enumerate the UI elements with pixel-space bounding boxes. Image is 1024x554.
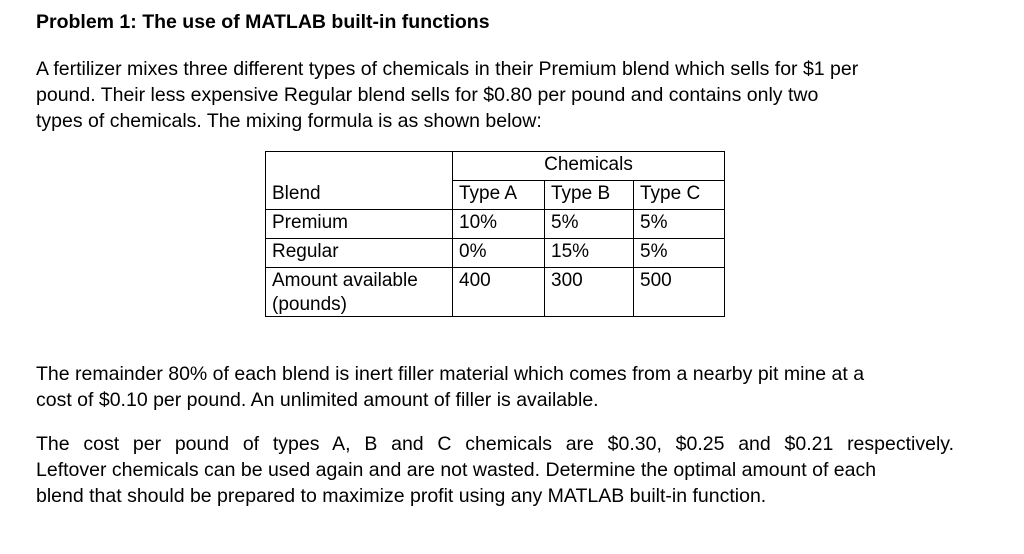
table-cell: 5% [634, 210, 725, 239]
filler-line: cost of $0.10 per pound. An unlimited amount of filler is available. [36, 389, 599, 411]
row-label-line: (pounds) [272, 294, 347, 315]
row-label-amount-available [266, 268, 453, 317]
mixing-formula-table [265, 151, 725, 317]
task-line: The cost per pound of types A, B and C chemicals are $0.30, $0.25 and $0.21 respectively. [36, 433, 954, 455]
table-cell: 400 [453, 268, 545, 317]
blend-header: Blend [266, 181, 453, 210]
row-label-regular: Regular [266, 239, 453, 268]
table-cell: 5% [634, 239, 725, 268]
row-label-line: Amount available [272, 270, 418, 291]
task-paragraph [36, 431, 954, 509]
table-cell: 500 [634, 268, 725, 317]
table-row [266, 181, 725, 210]
intro-line: types of chemicals. The mixing formula is as shown below: [36, 110, 542, 132]
table-cell: 5% [545, 210, 634, 239]
table-cell: 300 [545, 268, 634, 317]
intro-paragraph [36, 56, 858, 134]
filler-paragraph [36, 361, 864, 413]
task-line: blend that should be prepared to maximize profit using any MATLAB built-in function. [36, 485, 767, 507]
filler-line: The remainder 80% of each blend is inert filler material which comes from a nearby pit mine at a [36, 363, 865, 385]
task-line: Leftover chemicals can be used again and are not wasted. Determine the optimal amount of each [36, 459, 877, 481]
table-row [266, 239, 725, 268]
chemicals-group-header: Chemicals [453, 152, 725, 181]
problem-title: Problem 1: The use of MATLAB built-in functions [36, 11, 490, 33]
row-label-premium: Premium [266, 210, 453, 239]
table-cell: 10% [453, 210, 545, 239]
table-row [266, 152, 725, 181]
table-corner-cell [266, 152, 453, 181]
intro-line: pound. Their less expensive Regular blend sells for $0.80 per pound and contains only two [36, 84, 819, 106]
table-cell: 0% [453, 239, 545, 268]
column-header-type-a: Type A [453, 181, 545, 210]
table-cell: 15% [545, 239, 634, 268]
column-header-type-c: Type C [634, 181, 725, 210]
table-row [266, 210, 725, 239]
intro-line: A fertilizer mixes three different types of chemicals in their Premium blend which sells for $1 per [36, 58, 859, 80]
table-row [266, 268, 725, 317]
column-header-type-b: Type B [545, 181, 634, 210]
